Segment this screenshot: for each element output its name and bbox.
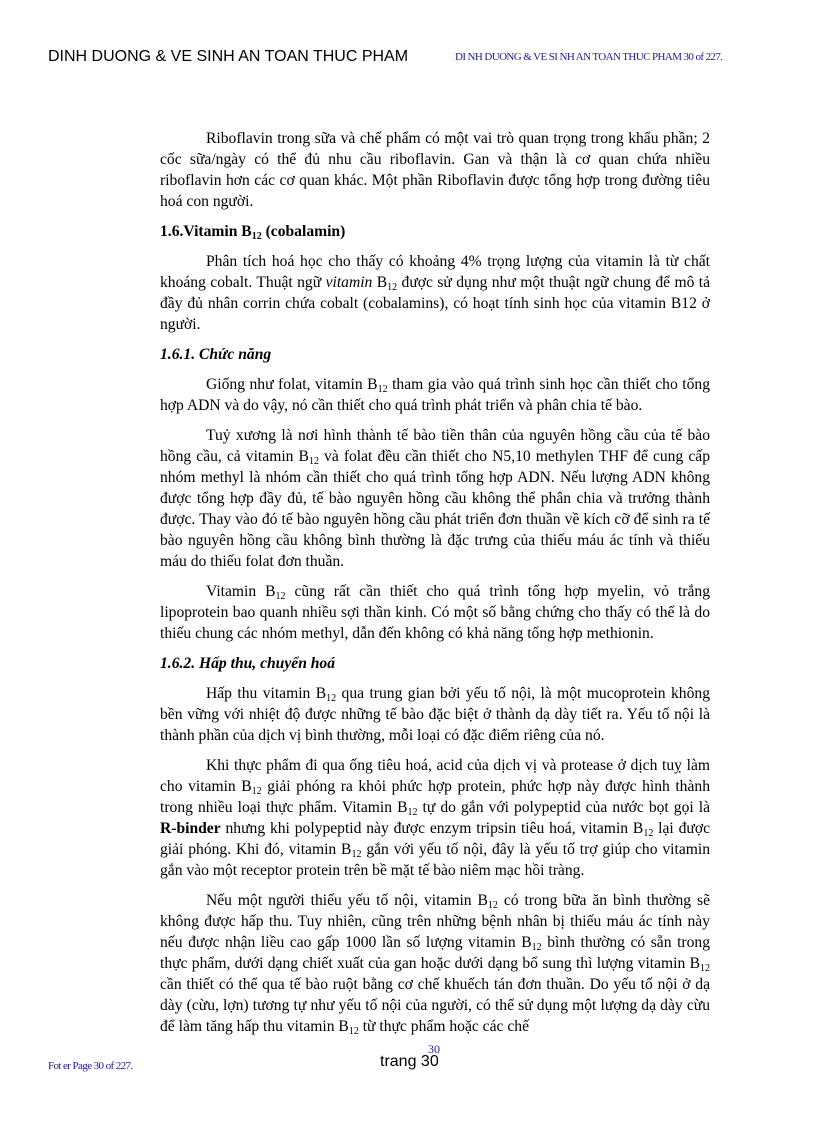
paragraph-digestion: Khi thực phẩm đi qua ống tiêu hoá, acid của dịch vị và protease ở dịch tuỵ làm cho vitamin $B_{12}$ giải phóng ra khỏi phức hợp protein, phức hợp này được hình thành trong nhiều loại thực phẩm. Vitamin $B_{12}$ tự do gắn với polypeptid của nước bọt gọi là R-binder nhưng khi polypeptid này được enzym tripsin tiêu hoá, vitamin $B_{12}$ lại được giải phóng. Khi đó, vitamin $B_{12}$ gắn với yếu tố nội, đây là yếu tố trợ giúp cho vitamin gắn vào một receptor protein trên bề mặt tế bào niêm mạc hồi tràng. [160, 757, 710, 879]
header-page-info: DI NH DUONG & VE SI NH AN TOAN THUC PHAM 30 of 227. [455, 51, 723, 63]
paragraph-deficiency: Nếu một người thiếu yếu tố nội, vitamin $B_{12}$ có trong bữa ăn bình thường sẽ không được hấp thu. Tuy nhiên, cũng trên những bệnh nhân bị thiếu máu ác tính này nếu được nhận liều cao gấp 1000 lần số lượng vitamin $B_{12}$ bình thường có sẵn trong thực phẩm, dưới dạng chiết xuất của gan hoặc dưới dạng bổ sung thì lượng vitamin $B_{12}$ cần thiết có thể qua tế bào ruột bằng cơ chế khuếch tán đơn thuần. Do yếu tố nội ở dạ dày (cừu, lợn) tương tự như yếu tố nội của người, có thể sử dụng một lượng dạ dày cừu để làm tăng hấp thu vitamin $B_{12}$ từ thực phẩm hoặc các chế [160, 892, 710, 1037]
heading-absorption: 1.6.2. Hấp thu, chuyển hoá [160, 655, 336, 672]
paragraph-riboflavin: Riboflavin trong sữa và chế phẩm có một vai trò quan trọng trong khẩu phần; 2 cốc sữa/ngày có thể đủ nhu cầu riboflavin. Gan và thận là cơ quan chứa nhiều riboflavin hơn các cơ quan khác. Một phần Riboflavin được tổng hợp trong đường tiêu hoá con người. [160, 130, 710, 210]
header-title: DINH DUONG & VE SINH AN TOAN THUC PHAM [48, 48, 409, 65]
page-content [160, 128, 710, 1046]
paragraph-myelin: Vitamin $B_{12}$ cũng rất cần thiết cho quá trình tổng hợp myelin, vỏ trắng lipoprotein bao quanh nhiều sợi thần kinh. Có một số bằng chứng cho thấy có thể là do thiếu chung các nhóm methyl, dẫn đến không có khả năng tổng hợp methionin. [160, 583, 711, 642]
heading-function: 1.6.1. Chức năng [160, 346, 272, 363]
paragraph-cobalt: Phân tích hoá học cho thấy có khoảng 4% trọng lượng của vitamin là từ chất khoáng cobalt. Thuật ngữ vitamin $B_{12}$ được sử dụng như một thuật ngữ chung để mô tả đầy đủ nhân corrin chứa cobalt (cobalamins), có hoạt tính sinh học của vitamin B12 ở người. [160, 253, 711, 333]
page-label: trang 30 [380, 1053, 439, 1070]
paragraph-intrinsic-factor: Hấp thu vitamin $B_{12}$ qua trung gian bởi yếu tố nội, là một mucoprotein không bền vững với nhiệt độ được những tế bào đặc biệt ở thành dạ dày tiết ra. Yếu tố nội là thành phần của dịch vị bình thường, mỗi loại có đặc điểm riêng của nó. [160, 685, 710, 744]
paragraph-bone-marrow: Tuỷ xương là nơi hình thành tế bào tiền thân của nguyên hồng cầu của tế bào hồng cầu, cả vitamin $B_{12}$ và folat đều cần thiết cho N5,10 methylen THF để cung cấp nhóm methyl là nhóm cần thiết cho quá trình tổng hợp ADN. Nếu lượng ADN không được tổng hợp đầy đủ, tế bào nguyên hồng cầu không thể phân chia và trưởng thành được. Thay vào đó tế bào nguyên hồng cầu phát triển đơn thuần về kích cỡ để sinh ra tế bào nguyên hồng cầu không bình thường là đặc trưng của thiếu máu ác tính và thiếu máu do thiếu folat đơn thuần. [160, 427, 710, 570]
footer-page-info: Fot er Page 30 of 227. [48, 1060, 133, 1072]
paragraph-folat: Giống như folat, vitamin $B_{12}$ tham gia vào quá trình sinh học cần thiết cho tổng hợp ADN và do vậy, nó cần thiết cho quá trình phát triển và phân chia tế bào. [160, 376, 711, 414]
page-number: 30 [428, 1042, 440, 1056]
heading-vitamin-b12: 1.6.Vitamin $B_{12}$ (cobalamin) [160, 223, 346, 242]
